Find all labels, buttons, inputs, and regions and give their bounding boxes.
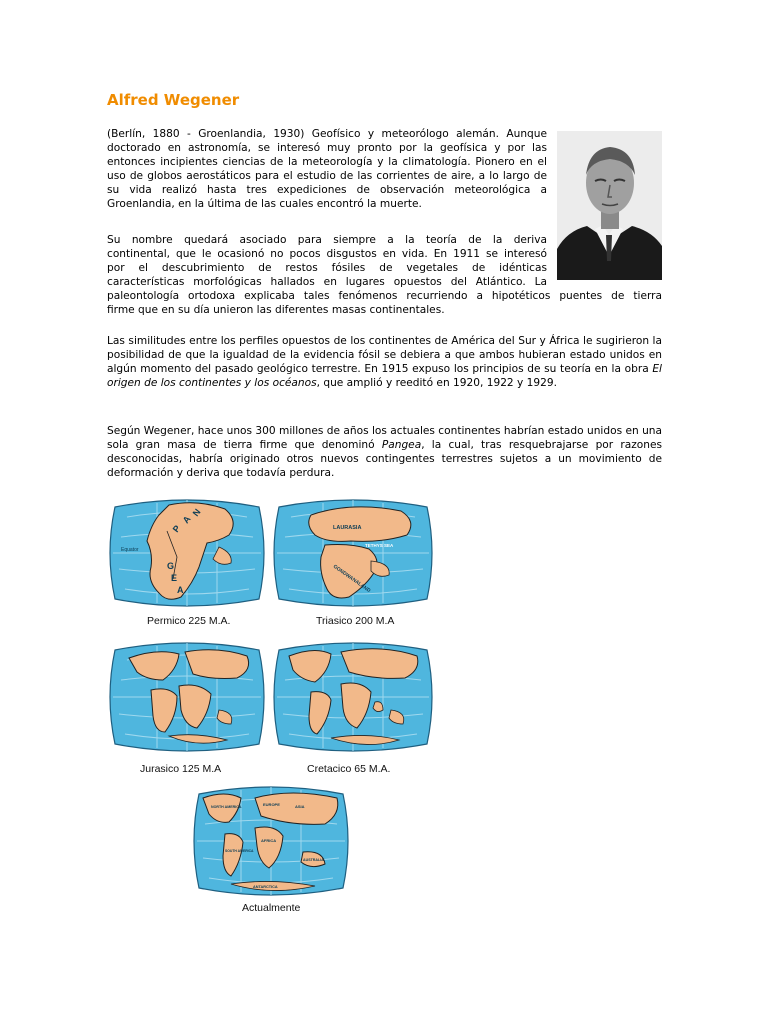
p2-line: por el descubrimiento de restos fósiles de vegetales de idénticas (107, 262, 547, 274)
p4-text-2: , la cual, tras resquebrajarse por razones desconocidas, habría originado otros nuevos contingentes terrestres sujetos a un movimiento de deformación y deriva que todavía perdura. (107, 439, 663, 479)
caption-permico: Permico 225 M.A. (147, 615, 231, 627)
paragraph-pangea (107, 424, 662, 480)
p2-line: continental, que le ocasionó no pocos disgustos en vida. En 1911 se interesó (107, 248, 547, 260)
map-actual (191, 784, 351, 898)
pangea-letter-e: E (171, 573, 178, 583)
pangea-letter-g: G (167, 561, 175, 571)
map-jurasico (107, 640, 267, 754)
label-gondwanaland: GONDWANALAND (331, 563, 372, 594)
label-africa: AFRICA (261, 838, 277, 843)
label-antarctica: ANTARCTICA (253, 885, 278, 889)
pangea-letter-p: P (170, 523, 183, 535)
caption-cretacico: Cretacico 65 M.A. (307, 763, 391, 775)
page-title: Alfred Wegener (107, 91, 240, 109)
p3-text-1: Las similitudes entre los perfiles opuestos de los continentes de América del Sur y África le sugirieron la posibilidad de que la igualdad de la evidencia fósil se debiera a que ambos hubieran estado unidos en algún momento del pasado geológico terrestre. En 1915 expuso los principios de su teoría en la obra (107, 335, 662, 375)
p2-line: características morfológicas hallados en lugares opuestos del Atlántico. La (107, 276, 547, 288)
p4-text-1: Según Wegener, hace unos 300 millones de años los actuales continentes habrían estado unidos en una sola gran masa de tierra firme que denominó (107, 425, 662, 451)
label-australia: AUSTRALIA (303, 858, 324, 862)
p2-line: firme que en su día unieron las diferentes masas continentales. (107, 304, 445, 316)
map-cretacico (271, 640, 435, 754)
pangea-letter-a1: A (180, 513, 193, 526)
label-north-america: NORTH AMERICA (211, 805, 242, 809)
book-title: El origen de los continentes y los océanos (107, 363, 662, 389)
map-permico (107, 497, 267, 609)
paragraph-deriva (107, 233, 662, 317)
label-asia: ASIA (295, 804, 305, 809)
label-laurasia: LAURASIA (333, 525, 362, 531)
pangea-letter-a2: A (177, 585, 184, 595)
p2-line: paleontología ortodoxa explicaba tales fenómenos recurriendo a hipotéticos puentes de tierra (107, 290, 662, 302)
pangea-term: Pangea (381, 439, 422, 451)
p2-line: Su nombre quedará asociado para siempre a la teoría de la deriva (107, 234, 547, 246)
caption-triasico: Triasico 200 M.A (316, 615, 395, 627)
label-europe: EUROPE (263, 802, 280, 807)
equator-label: Equator (121, 547, 139, 553)
map-triasico (271, 497, 435, 609)
caption-actual: Actualmente (242, 902, 301, 914)
caption-jurasico: Jurasico 125 M.A (140, 763, 222, 775)
label-south-america: SOUTH AMERICA (225, 849, 254, 853)
paragraph-similitudes (107, 334, 662, 390)
label-tethys: TETHYS SEA (365, 543, 394, 548)
p3-text-2: , que amplió y reeditó en 1920, 1922 y 1929. (316, 377, 558, 389)
paragraph-biography: (Berlín, 1880 - Groenlandia, 1930) Geofísico y meteorólogo alemán. Aunque doctorado en astronomía, se interesó muy pronto por la geofísica y por las entonces incipientes ciencias de la meteorología y la climatología. Pionero en el uso de globos aerostáticos para el estudio de las corrientes de aire, a lo largo de su vida realizó hasta tres expediciones de observación meteorológica a Groenlandia, en la última de las cuales encontró la muerte. (107, 128, 547, 210)
pangea-letter-n: N (190, 506, 203, 519)
